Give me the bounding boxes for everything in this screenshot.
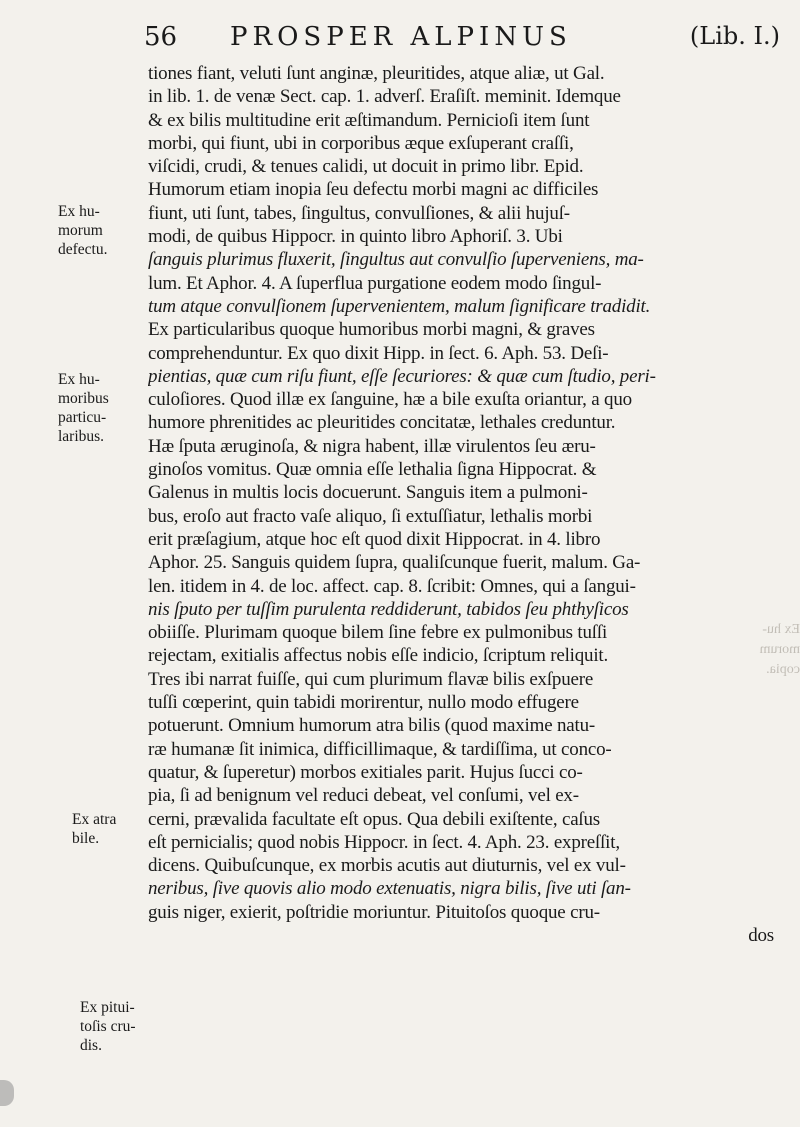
text-line: Hæ ſputa æruginoſa, & nigra habent, illæ virulentos ſeu æru- [148, 435, 596, 457]
text-line: cerni, prævalida facultate eſt opus. Qua debili exiſtente, caſus [148, 808, 601, 830]
text-line: viſcidi, crudi, & tenues calidi, ut docuit in primo libr. Epid. [148, 156, 584, 178]
text-line: pientias, quæ cum riſu fiunt, eſſe ſecuriores: & quæ cum ſtudio, peri- [148, 365, 656, 387]
text-line: Tres ibi narrat fuiſſe, qui cum plurimum flavæ bilis exſpuere [148, 668, 594, 690]
text-line: guis niger, exierit, poſtridie moriuntur. Pituitoſos quoque cru- [148, 901, 600, 923]
text-line: fiunt, uti ſunt, tabes, ſingultus, convulſiones, & alii hujuſ- [148, 202, 570, 224]
text-line: neribus, ſive quovis alio modo extenuatis, nigra bilis, ſive uti ſan- [148, 878, 631, 900]
text-line: comprehenduntur. Ex quo dixit Hipp. in ſect. 6. Aph. 53. Deſi- [148, 342, 609, 364]
text-line: in lib. 1. de venæ Sect. cap. 1. adverſ. Eraſiſt. meminit. Idemque [148, 86, 621, 108]
text-line: obiiſſe. Plurimam quoque bilem ſine febre ex pulmonibus tuſſi [148, 622, 608, 644]
page-number: 56 [144, 22, 178, 52]
text-line: dicens. Quibuſcunque, ex morbis acutis aut diuturnis, vel ex vul- [148, 855, 626, 877]
text-line: Galenus in multis locis docuerunt. Sanguis item a pulmoni- [148, 482, 588, 504]
text-line: pia, ſi ad benignum vel reduci debeat, vel conſumi, vel ex- [148, 785, 579, 807]
text-line: erit præſagium, atque hoc eſt quod dixit Hippocrat. in 4. libro [148, 528, 601, 550]
running-header [140, 22, 780, 62]
main-text [148, 62, 774, 947]
text-line: morbi, qui fiunt, ubi in corporibus æque exſuperant craſſi, [148, 132, 574, 154]
text-line: rejectam, exitialis affectus nobis eſſe indicio, ſcriptum reliquit. [148, 645, 609, 667]
text-line: tiones fiant, veluti ſunt anginæ, pleuritides, atque aliæ, ut Gal. [148, 63, 605, 84]
show-through-text: Ex hu- morum copia. [759, 622, 800, 677]
text-line: tuſſi cœperint, quin tabidi morirentur, nullo modo effugere [148, 692, 579, 714]
text-line: bus, eroſo aut fracto vaſe aliquo, ſi extuſſiatur, lethalis morbi [148, 505, 593, 527]
text-line: modi, de quibus Hippocr. in quinto libro Aphoriſ. 3. Ubi [148, 226, 563, 248]
text-line: Ex particularibus quoque humoribus morbi magni, & graves [148, 319, 595, 341]
text-line: Humorum etiam inopia ſeu defectu morbi magni ac difficiles [148, 179, 599, 201]
margin-note: Ex hu- moribus particu- laribus. [58, 371, 109, 445]
binding-shadow [0, 1080, 14, 1106]
margin-note: Ex atra bile. [72, 811, 117, 847]
text-line: Aphor. 25. Sanguis quidem ſupra, qualiſcunque fuerit, malum. Ga- [148, 552, 641, 574]
text-line: potuerunt. Omnium humorum atra bilis (quod maxime natu- [148, 715, 596, 737]
text-line: eſt pernicialis; quod nobis Hippocr. in ſect. 4. Aph. 23. expreſſit, [148, 831, 620, 853]
text-line: culoſiores. Quod illæ ex ſanguine, hæ a bile exuſta oriantur, a quo [148, 389, 632, 411]
text-line: len. itidem in 4. de loc. affect. cap. 8. ſcribit: Omnes, qui a ſangui- [148, 575, 636, 597]
text-line: dos [748, 924, 774, 946]
text-line: quatur, & ſuperetur) morbos exitiales parit. Hujus ſucci co- [148, 761, 583, 783]
text-line: ginoſos vomitus. Quæ omnia eſſe lethalia ſigna Hippocrat. & [148, 459, 597, 481]
text-line: nis ſputo per tuſſim purulenta reddiderunt, tabidos ſeu phthyſicos [148, 598, 629, 620]
running-title: PROSPER ALPINUS [230, 22, 572, 52]
text-line: humore phrenitides ac pleuritides concitatæ, lethales creduntur. [148, 412, 616, 434]
text-line: & ex bilis multitudine erit æſtimandum. Pernicioſi item ſunt [148, 109, 590, 131]
text-line: tum atque convulſionem ſupervenientem, malum ſignificare tradidit. [148, 295, 651, 317]
margin-note: Ex hu- morum defectu. [58, 203, 108, 258]
text-line: lum. Et Aphor. 4. A ſuperflua purgatione eodem modo ſingul- [148, 272, 602, 294]
text-line: ſanguis plurimus fluxerit, ſingultus aut convulſio ſuperveniens, ma- [148, 249, 644, 271]
margin-note: Ex pitui- toſis cru- dis. [80, 999, 136, 1054]
book-label: (Lib. I.) [689, 22, 780, 50]
text-line: ræ humanæ ſit inimica, difficillimaque, & tardiſſima, ut conco- [148, 738, 612, 760]
